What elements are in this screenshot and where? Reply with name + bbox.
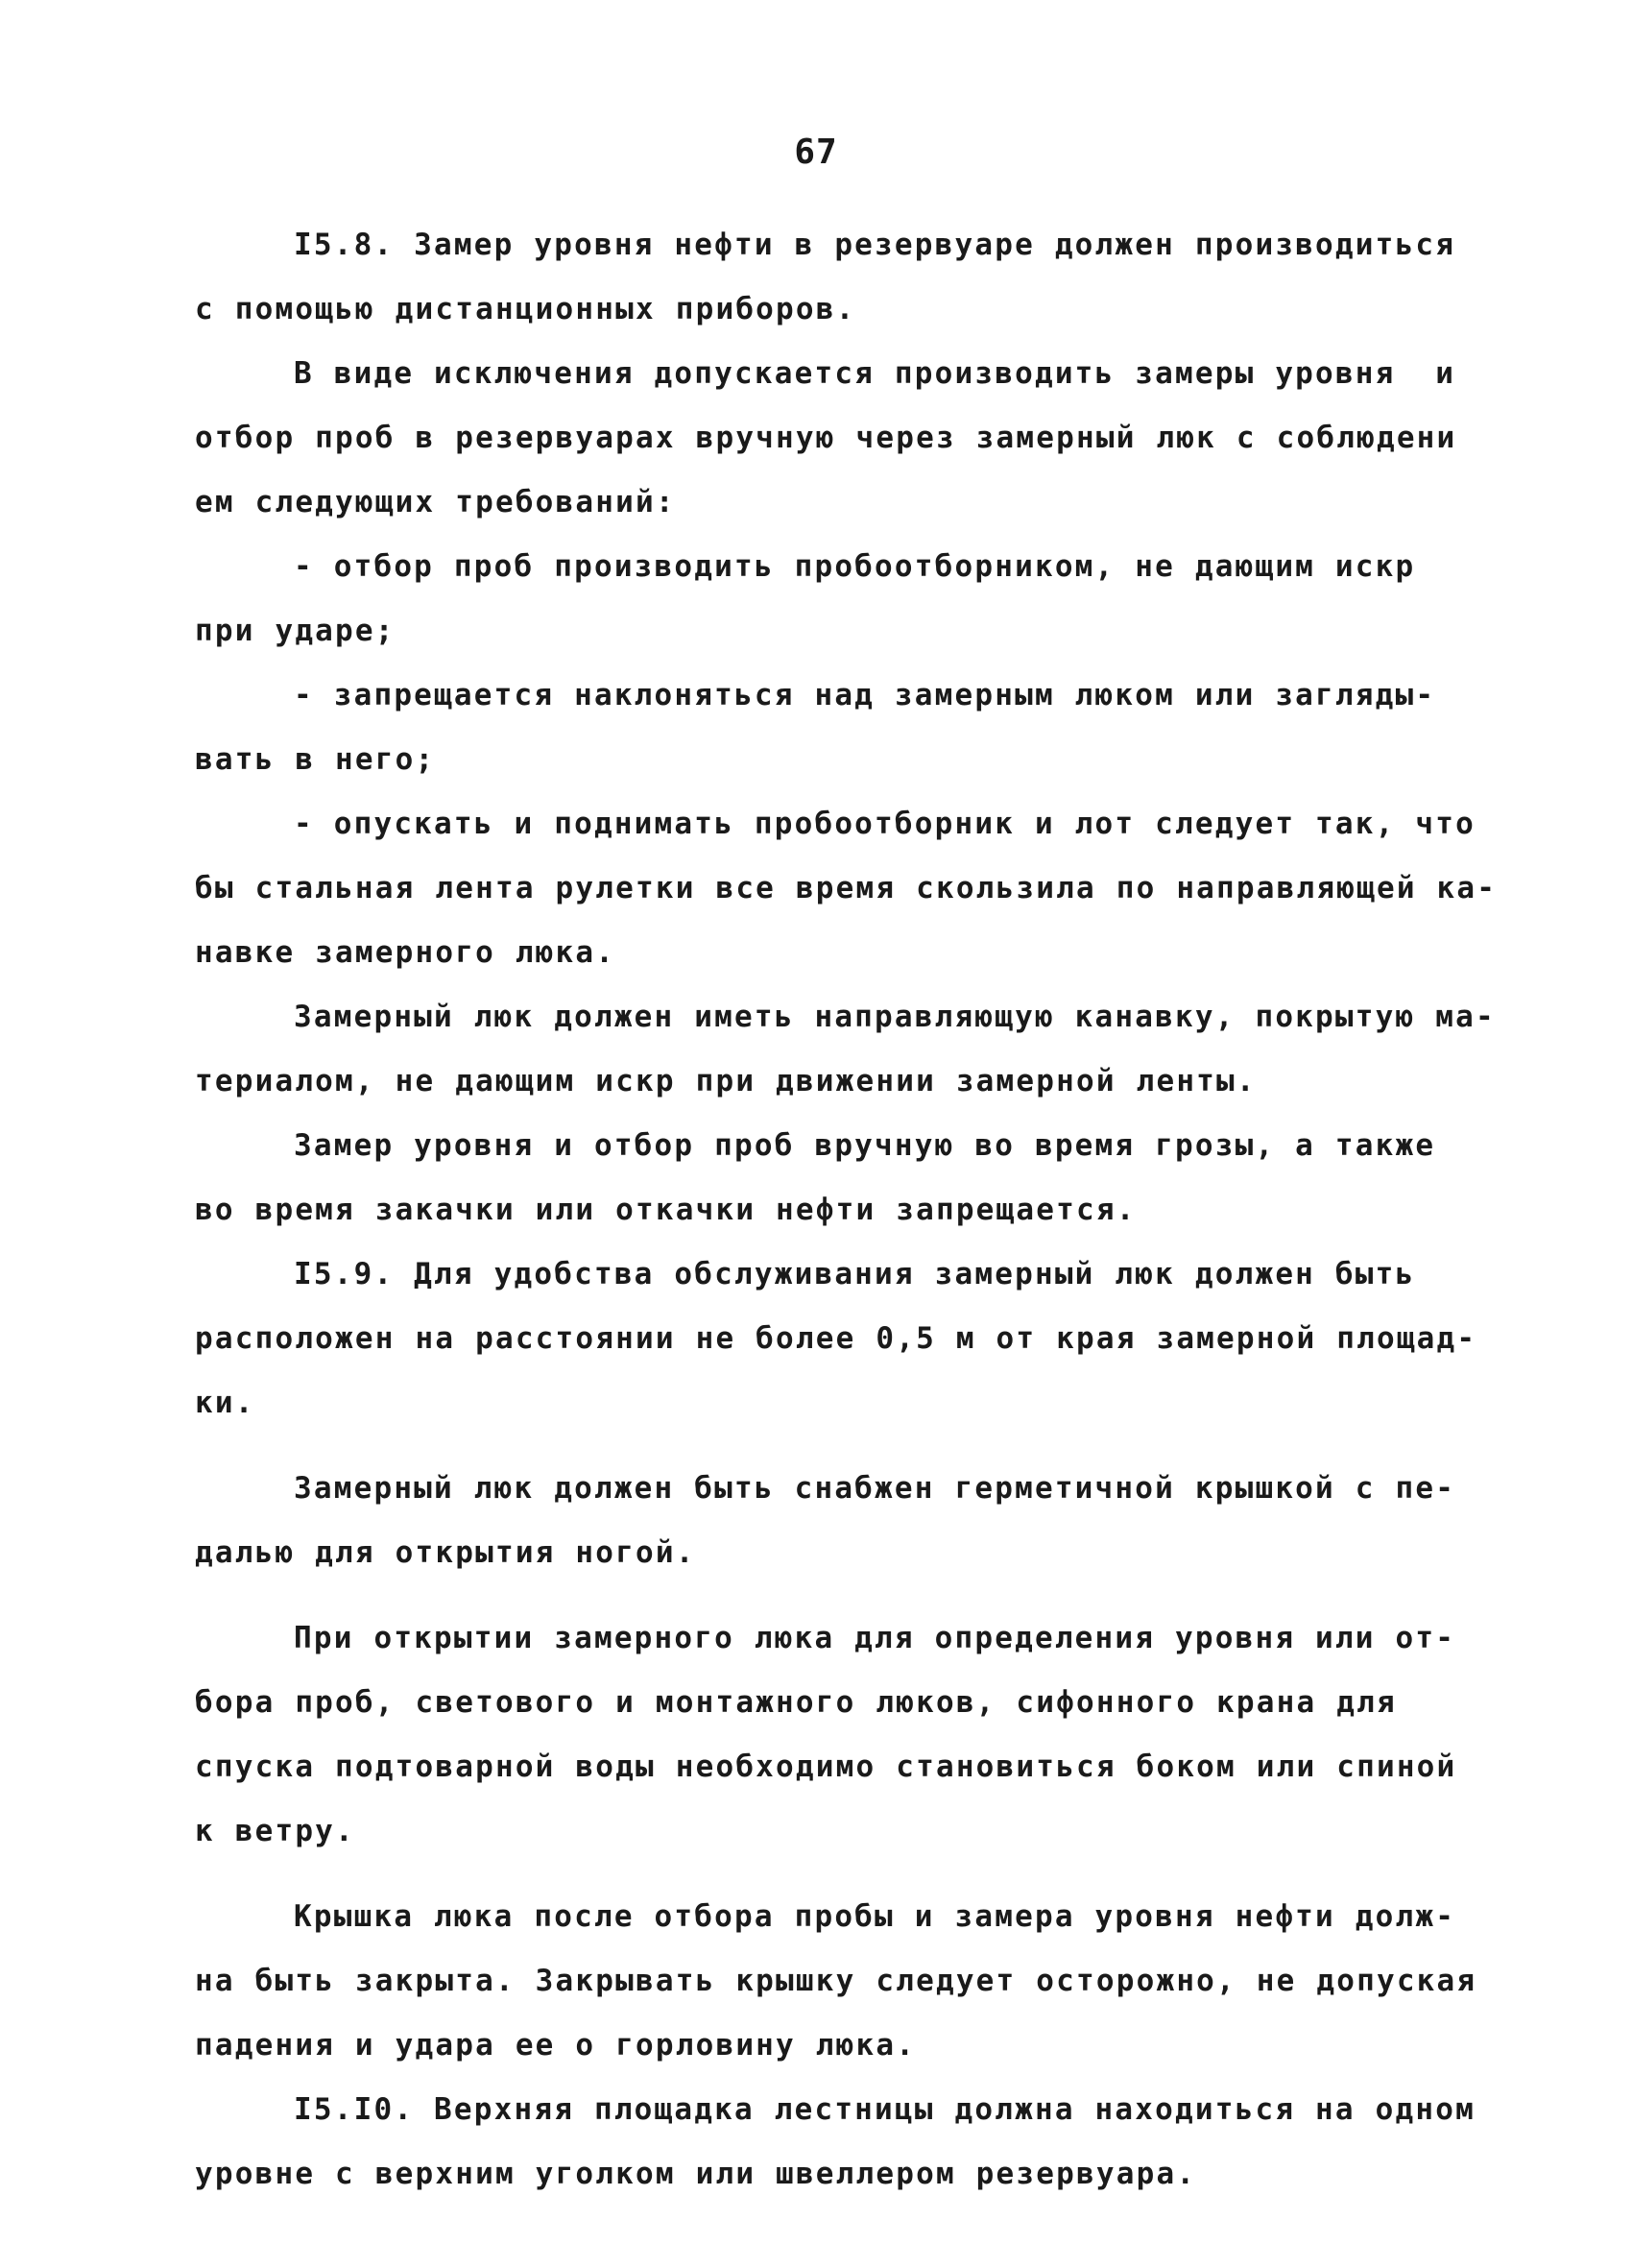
text-line: I5.8. Замер уровня нефти в резервуаре должен производиться	[294, 228, 1456, 262]
text-line: во время закачки или откачки нефти запрещается.	[195, 1193, 1137, 1227]
paragraph-gap	[195, 1864, 1452, 1885]
text-line: I5.9. Для удобства обслуживания замерный люк должен быть	[294, 1257, 1416, 1291]
text-line: Замерный люк должен быть снабжен герметичной крышкой с пе-	[294, 1471, 1456, 1506]
text-line: отбор проб в резервуарах вручную через замерный люк с соблюдени	[195, 421, 1457, 455]
text-line: - опускать и поднимать пробоотборник и лот следует так, что	[294, 807, 1476, 841]
text-line: Замер уровня и отбор проб вручную во время грозы, а также	[294, 1128, 1436, 1163]
document-body	[195, 213, 1498, 2207]
text-line: падения и удара ее о горловину люка.	[195, 2028, 917, 2063]
text-line: спуска подтоварной воды необходимо становиться боком или спиной	[195, 1749, 1457, 1784]
text-line: I5.I0. Верхняя площадка лестницы должна находиться на одном	[294, 2092, 1476, 2127]
text-line: Крышка люка после отбора пробы и замера уровня нефти долж-	[294, 1899, 1456, 1934]
text-line: - отбор проб производить пробоотборником, не дающим искр	[294, 549, 1416, 584]
text-line: далью для открытия ногой.	[195, 1535, 696, 1570]
text-line: В виде исключения допускается производить замеры уровня и	[294, 356, 1456, 391]
text-line: уровне с верхним уголком или швеллером резервуара.	[195, 2157, 1197, 2191]
text-line: с помощью дистанционных приборов.	[195, 292, 856, 326]
page-number: 67	[794, 133, 838, 172]
text-line: вать в него;	[195, 742, 436, 777]
text-line: расположен на расстоянии не более 0,5 м от края замерной площад-	[195, 1321, 1477, 1356]
text-line: - запрещается наклоняться над замерным люком или загляды-	[294, 678, 1436, 712]
text-line: бы стальная лента рулетки все время скользила по направляющей ка-	[195, 871, 1498, 905]
text-line: на быть закрыта. Закрывать крышку следует осторожно, не допуская	[195, 1964, 1477, 1998]
paragraph-gap	[195, 1436, 1452, 1457]
paragraph-gap	[195, 1585, 1452, 1606]
text-line: ем следующих требований:	[195, 485, 676, 519]
text-line: при ударе;	[195, 614, 396, 648]
text-line: При открытии замерного люка для определения уровня или от-	[294, 1621, 1456, 1655]
text-line: Замерный люк должен иметь направляющую канавку, покрытую ма-	[294, 1000, 1496, 1034]
text-line: к ветру.	[195, 1814, 355, 1848]
text-line: териалом, не дающим искр при движении замерной ленты.	[195, 1064, 1257, 1098]
text-line: навке замерного люка.	[195, 935, 616, 970]
text-line: бора проб, светового и монтажного люков, сифонного крана для	[195, 1685, 1397, 1720]
text-line: ки.	[195, 1386, 255, 1420]
